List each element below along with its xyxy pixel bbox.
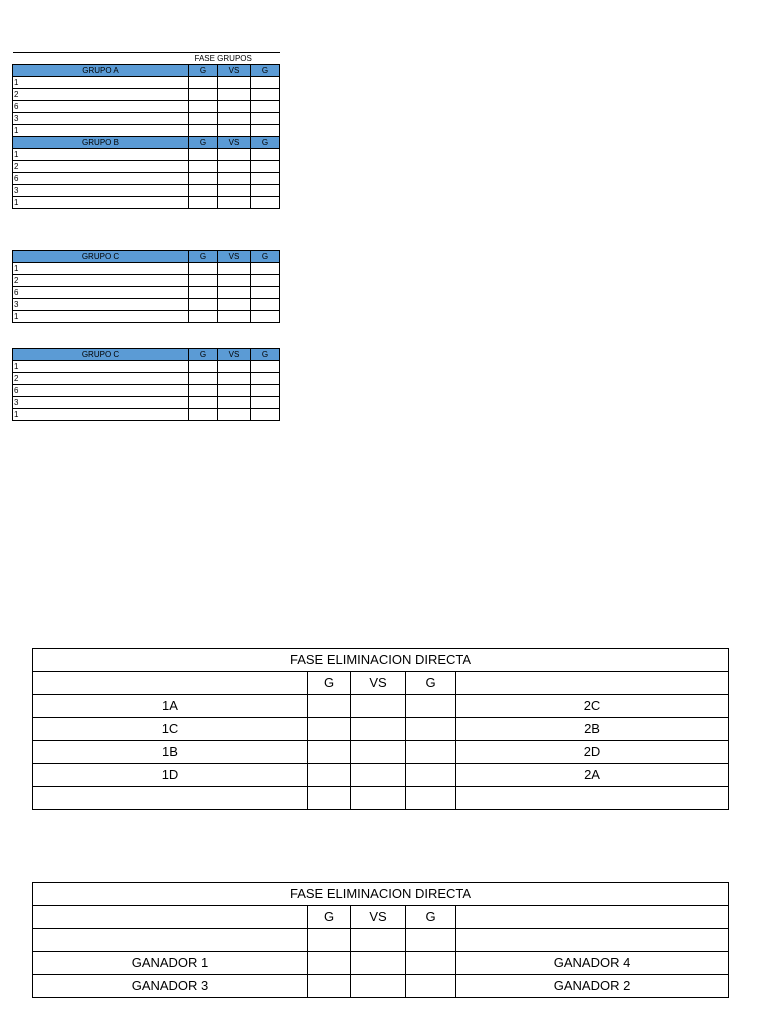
table-row: [13, 89, 280, 101]
team-cell[interactable]: 3: [13, 113, 189, 125]
left-team-cell[interactable]: 1A: [33, 695, 308, 718]
vs-cell[interactable]: [351, 764, 406, 787]
left-team-cell[interactable]: 1C: [33, 718, 308, 741]
table-row: [13, 125, 280, 137]
score-cell[interactable]: [308, 718, 351, 741]
table-row: [13, 409, 280, 421]
score-cell[interactable]: [189, 173, 218, 185]
score-cell[interactable]: [251, 77, 280, 89]
table-row: [13, 161, 280, 173]
left-team-cell[interactable]: GANADOR 3: [33, 975, 308, 998]
team-cell[interactable]: 6: [13, 101, 189, 113]
table-row: [13, 311, 280, 323]
vs-cell[interactable]: [218, 275, 251, 287]
knockout-header-row: [33, 906, 729, 929]
table-row: [13, 101, 280, 113]
vs-cell[interactable]: [351, 929, 406, 952]
vs-cell[interactable]: [218, 385, 251, 397]
col-vs: VS: [351, 672, 406, 695]
fase-grupos-title: FASE GRUPOS: [189, 53, 280, 65]
col-vs: VS: [218, 65, 251, 77]
vs-cell[interactable]: [218, 113, 251, 125]
left-team-cell[interactable]: 1D: [33, 764, 308, 787]
knockout-title: FASE ELIMINACION DIRECTA: [33, 649, 729, 672]
score-cell[interactable]: [189, 89, 218, 101]
vs-cell[interactable]: [218, 101, 251, 113]
match-row: [33, 695, 729, 718]
col-g: G: [308, 672, 351, 695]
vs-cell[interactable]: [218, 373, 251, 385]
group-b-header: [13, 137, 280, 149]
match-row: [33, 952, 729, 975]
knockout-header-row: [33, 672, 729, 695]
score-cell[interactable]: [189, 409, 218, 421]
group-a-header: [13, 65, 280, 77]
left-team-cell[interactable]: [33, 929, 308, 952]
table-row: [13, 185, 280, 197]
left-team-cell[interactable]: [33, 787, 308, 810]
table-row: [13, 149, 280, 161]
table-row: [13, 77, 280, 89]
knockout-table-1: [32, 648, 729, 810]
col-vs: VS: [218, 137, 251, 149]
score-cell[interactable]: [251, 125, 280, 137]
vs-cell[interactable]: [351, 952, 406, 975]
table-row: [13, 299, 280, 311]
table-row: [13, 263, 280, 275]
match-row: [33, 718, 729, 741]
col-g: G: [189, 137, 218, 149]
table-row: [13, 275, 280, 287]
left-team-cell[interactable]: GANADOR 1: [33, 952, 308, 975]
team-cell[interactable]: 1: [13, 409, 189, 421]
vs-cell[interactable]: [218, 89, 251, 101]
score-cell[interactable]: [189, 385, 218, 397]
group-c-header: [13, 251, 280, 263]
vs-cell[interactable]: [351, 975, 406, 998]
score-cell[interactable]: [189, 161, 218, 173]
score-cell[interactable]: [251, 89, 280, 101]
col-vs: VS: [218, 349, 251, 361]
right-team-cell[interactable]: GANADOR 4: [456, 952, 729, 975]
team-cell[interactable]: 2: [13, 275, 189, 287]
score-cell[interactable]: [406, 975, 456, 998]
team-cell[interactable]: 1: [13, 125, 189, 137]
vs-cell[interactable]: [218, 197, 251, 209]
score-cell[interactable]: [406, 695, 456, 718]
score-cell[interactable]: [406, 764, 456, 787]
vs-cell[interactable]: [351, 741, 406, 764]
match-row: [33, 764, 729, 787]
table-row: [13, 287, 280, 299]
score-cell[interactable]: [308, 787, 351, 810]
score-cell[interactable]: [251, 361, 280, 373]
score-cell[interactable]: [251, 149, 280, 161]
score-cell[interactable]: [189, 101, 218, 113]
score-cell[interactable]: [406, 929, 456, 952]
team-cell[interactable]: 1: [13, 197, 189, 209]
score-cell[interactable]: [251, 161, 280, 173]
team-cell[interactable]: 3: [13, 299, 189, 311]
team-cell[interactable]: 2: [13, 161, 189, 173]
score-cell[interactable]: [251, 397, 280, 409]
group-table-c2: [12, 348, 280, 421]
score-cell[interactable]: [189, 361, 218, 373]
col-vs: VS: [351, 906, 406, 929]
score-cell[interactable]: [308, 975, 351, 998]
vs-cell[interactable]: [218, 361, 251, 373]
score-cell[interactable]: [308, 741, 351, 764]
col-g: G: [251, 137, 280, 149]
score-cell[interactable]: [189, 113, 218, 125]
right-team-cell[interactable]: 2B: [456, 718, 729, 741]
score-cell[interactable]: [308, 929, 351, 952]
group-name: GRUPO A: [13, 65, 189, 77]
score-cell[interactable]: [251, 299, 280, 311]
vs-cell[interactable]: [218, 125, 251, 137]
score-cell[interactable]: [189, 287, 218, 299]
col-g: G: [308, 906, 351, 929]
vs-cell[interactable]: [218, 161, 251, 173]
match-row: [33, 929, 729, 952]
vs-cell[interactable]: [218, 397, 251, 409]
team-cell[interactable]: 1: [13, 149, 189, 161]
score-cell[interactable]: [251, 197, 280, 209]
score-cell[interactable]: [308, 695, 351, 718]
team-cell[interactable]: 6: [13, 287, 189, 299]
score-cell[interactable]: [251, 113, 280, 125]
score-cell[interactable]: [251, 385, 280, 397]
score-cell[interactable]: [251, 263, 280, 275]
score-cell[interactable]: [189, 397, 218, 409]
vs-cell[interactable]: [218, 263, 251, 275]
score-cell[interactable]: [251, 311, 280, 323]
team-cell[interactable]: 2: [13, 373, 189, 385]
score-cell[interactable]: [308, 764, 351, 787]
team-cell[interactable]: 1: [13, 263, 189, 275]
score-cell[interactable]: [189, 299, 218, 311]
vs-cell[interactable]: [218, 185, 251, 197]
score-cell[interactable]: [251, 101, 280, 113]
table-row: [13, 173, 280, 185]
table-row: [13, 197, 280, 209]
match-row: [33, 741, 729, 764]
col-g: G: [406, 906, 456, 929]
team-cell[interactable]: 3: [13, 185, 189, 197]
group-name: GRUPO C: [13, 251, 189, 263]
team-cell[interactable]: 6: [13, 173, 189, 185]
team-cell[interactable]: 1: [13, 311, 189, 323]
fase-grupos-title-row: [13, 53, 280, 65]
score-cell[interactable]: [308, 952, 351, 975]
vs-cell[interactable]: [351, 718, 406, 741]
right-team-cell[interactable]: [456, 929, 729, 952]
score-cell[interactable]: [189, 275, 218, 287]
score-cell[interactable]: [189, 373, 218, 385]
right-team-cell[interactable]: [456, 787, 729, 810]
score-cell[interactable]: [189, 263, 218, 275]
team-cell[interactable]: 1: [13, 77, 189, 89]
score-cell[interactable]: [189, 77, 218, 89]
table-row: [13, 361, 280, 373]
col-g: G: [251, 65, 280, 77]
col-g: G: [189, 65, 218, 77]
score-cell[interactable]: [406, 952, 456, 975]
match-row: [33, 787, 729, 810]
col-g: G: [189, 349, 218, 361]
right-team-cell[interactable]: 2C: [456, 695, 729, 718]
team-cell[interactable]: 1: [13, 361, 189, 373]
vs-cell[interactable]: [351, 695, 406, 718]
group-table-ab: [12, 52, 280, 209]
group-name: GRUPO B: [13, 137, 189, 149]
score-cell[interactable]: [251, 185, 280, 197]
knockout-title: FASE ELIMINACION DIRECTA: [33, 883, 729, 906]
col-g: G: [189, 251, 218, 263]
vs-cell[interactable]: [218, 173, 251, 185]
table-row: [13, 373, 280, 385]
group-c2-header: [13, 349, 280, 361]
score-cell[interactable]: [189, 149, 218, 161]
score-cell[interactable]: [189, 311, 218, 323]
table-row: [13, 397, 280, 409]
knockout-title-row: [33, 649, 729, 672]
vs-cell[interactable]: [218, 409, 251, 421]
team-cell[interactable]: 2: [13, 89, 189, 101]
knockout-table-2: [32, 882, 729, 998]
right-team-cell[interactable]: GANADOR 2: [456, 975, 729, 998]
score-cell[interactable]: [251, 373, 280, 385]
left-team-cell[interactable]: 1B: [33, 741, 308, 764]
score-cell[interactable]: [251, 409, 280, 421]
group-name: GRUPO C: [13, 349, 189, 361]
score-cell[interactable]: [251, 287, 280, 299]
score-cell[interactable]: [189, 125, 218, 137]
knockout-title-row: [33, 883, 729, 906]
col-g: G: [406, 672, 456, 695]
vs-cell[interactable]: [218, 299, 251, 311]
col-vs: VS: [218, 251, 251, 263]
vs-cell[interactable]: [351, 787, 406, 810]
right-team-cell[interactable]: 2A: [456, 764, 729, 787]
right-team-cell[interactable]: 2D: [456, 741, 729, 764]
table-row: [13, 113, 280, 125]
table-row: [13, 385, 280, 397]
score-cell[interactable]: [406, 741, 456, 764]
col-g: G: [251, 349, 280, 361]
group-table-c: [12, 250, 280, 323]
score-cell[interactable]: [189, 197, 218, 209]
score-cell[interactable]: [251, 275, 280, 287]
score-cell[interactable]: [251, 173, 280, 185]
score-cell[interactable]: [189, 185, 218, 197]
vs-cell[interactable]: [218, 77, 251, 89]
team-cell[interactable]: 6: [13, 385, 189, 397]
score-cell[interactable]: [406, 787, 456, 810]
match-row: [33, 975, 729, 998]
score-cell[interactable]: [406, 718, 456, 741]
team-cell[interactable]: 3: [13, 397, 189, 409]
vs-cell[interactable]: [218, 311, 251, 323]
vs-cell[interactable]: [218, 287, 251, 299]
col-g: G: [251, 251, 280, 263]
vs-cell[interactable]: [218, 149, 251, 161]
